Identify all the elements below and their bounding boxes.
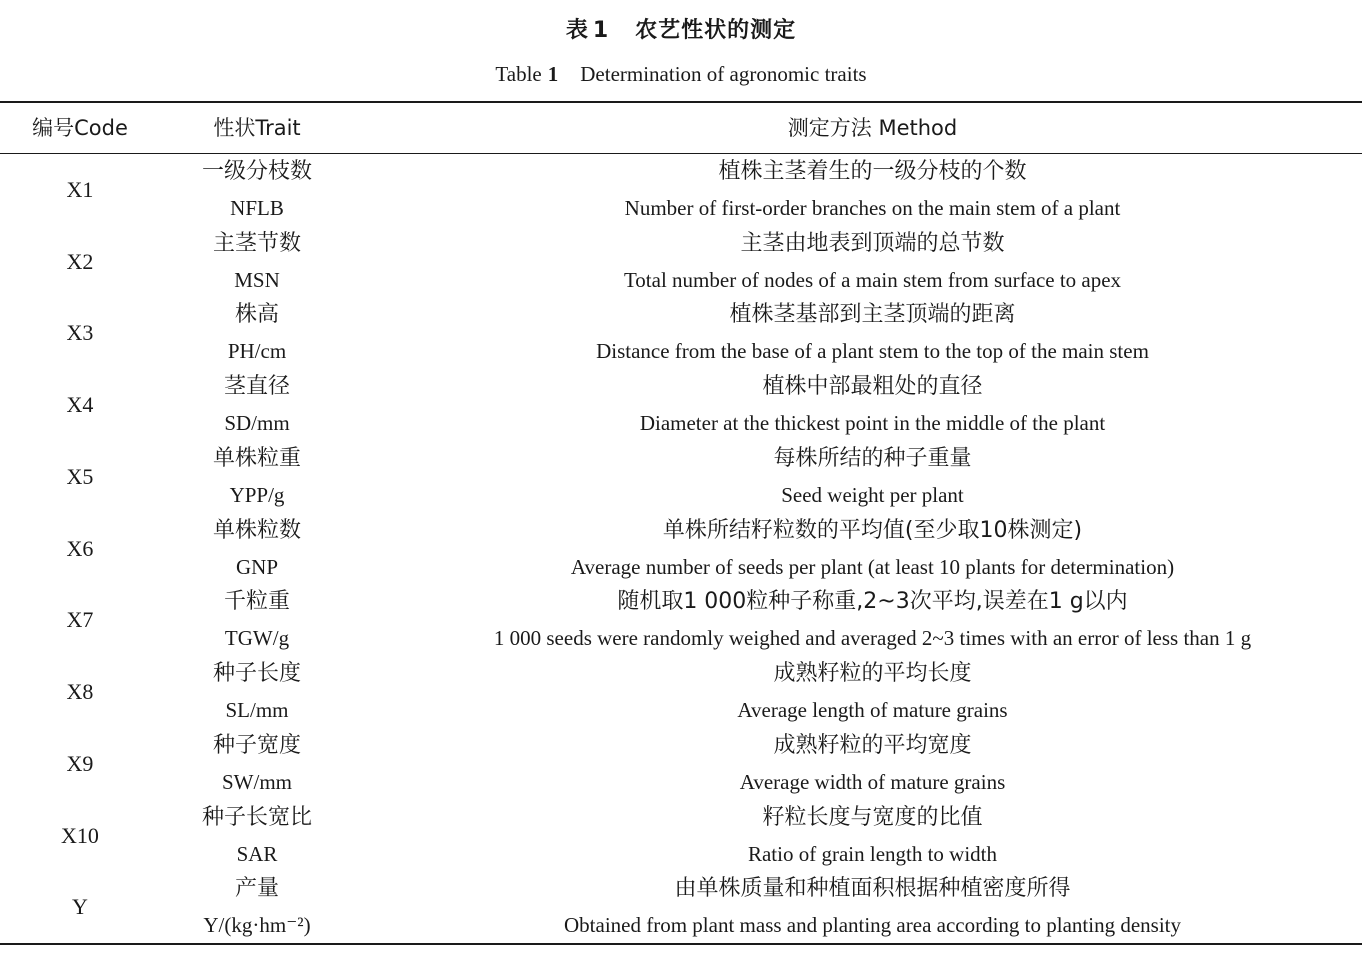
row-trait-en: SL/mm — [225, 698, 289, 722]
row-method-cn: 植株中部最粗处的直径 — [762, 374, 983, 399]
row-code: X5 — [66, 464, 94, 489]
row-code: X9 — [66, 751, 94, 776]
caption-cn-title: 农艺性状的测定 — [635, 18, 797, 43]
row-trait-cn: 种子长度 — [212, 661, 301, 686]
table-row — [0, 656, 1362, 728]
row-method-en: Average number of seeds per plant (at least 10 plants for determination) — [570, 555, 1175, 579]
table-row — [0, 154, 1362, 226]
table-row — [0, 871, 1362, 943]
row-method-cn: 植株主茎着生的一级分枝的个数 — [718, 159, 1027, 184]
row-method-cn: 成熟籽粒的平均宽度 — [773, 733, 972, 758]
header-method: 测定方法 Method — [787, 116, 958, 140]
header-code: 编号Code — [32, 116, 128, 140]
table-header — [0, 103, 1362, 153]
row-code: X3 — [66, 320, 94, 345]
row-trait-en: TGW/g — [224, 626, 290, 650]
row-trait-en: SAR — [236, 842, 278, 866]
row-method-en: Average length of mature grains — [737, 698, 1008, 722]
row-trait-cn: 单株粒数 — [212, 518, 301, 543]
row-trait-cn: 株高 — [234, 302, 279, 327]
row-trait-cn: 种子长宽比 — [201, 805, 312, 830]
row-code: X8 — [66, 679, 94, 704]
row-trait-en: PH/cm — [227, 339, 287, 363]
row-trait-en: GNP — [235, 555, 278, 579]
row-trait-cn: 茎直径 — [223, 374, 290, 399]
row-method-cn: 成熟籽粒的平均长度 — [773, 661, 972, 686]
row-code: X10 — [61, 823, 99, 848]
row-method-en: Average width of mature grains — [739, 770, 1006, 794]
row-trait-cn: 一级分枝数 — [201, 159, 312, 184]
row-trait-cn: 单株粒重 — [212, 446, 301, 471]
caption-en-label: Table — [495, 62, 542, 86]
row-trait-cn: 主茎节数 — [212, 231, 301, 256]
row-trait-cn: 产量 — [234, 876, 279, 901]
row-method-en: Ratio of grain length to width — [747, 842, 998, 866]
row-method-cn: 每株所结的种子重量 — [773, 446, 972, 471]
row-code: X6 — [66, 536, 94, 561]
table-body — [0, 154, 1362, 943]
row-code: X2 — [66, 249, 94, 274]
row-method-en: Distance from the base of a plant stem to the top of the main stem — [596, 339, 1149, 363]
table-row — [0, 369, 1362, 441]
table-caption-cn — [0, 14, 1362, 48]
caption-cn-label: 表 — [565, 18, 589, 43]
row-trait-en: SD/mm — [224, 411, 290, 435]
caption-en-title: Determination of agronomic traits — [580, 62, 867, 86]
row-trait-en: NFLB — [230, 196, 284, 220]
table-row — [0, 297, 1362, 369]
row-method-cn: 籽粒长度与宽度的比值 — [762, 805, 983, 830]
row-method-en: Diameter at the thickest point in the middle of the plant — [639, 411, 1106, 435]
row-trait-cn: 千粒重 — [223, 589, 290, 614]
row-method-en: Total number of nodes of a main stem from surface to apex — [623, 268, 1122, 292]
row-trait-en: YPP/g — [229, 483, 285, 507]
row-trait-en: SW/mm — [221, 770, 292, 794]
row-code: X7 — [66, 607, 94, 632]
row-code: X1 — [66, 177, 94, 202]
table-caption-en — [0, 58, 1362, 90]
table-row — [0, 584, 1362, 656]
table-bottom-rule — [0, 943, 1362, 945]
row-method-en: Number of first-order branches on the main stem of a plant — [624, 196, 1121, 220]
row-trait-cn: 种子宽度 — [212, 733, 301, 758]
row-method-cn: 随机取1 000粒种子称重,2~3次平均,误差在1 g以内 — [617, 589, 1128, 614]
row-method-en: Obtained from plant mass and planting area according to planting density — [564, 913, 1181, 937]
row-method-en: 1 000 seeds were randomly weighed and averaged 2~3 times with an error of less than 1 g — [493, 626, 1252, 650]
row-method-en: Seed weight per plant — [781, 483, 964, 507]
table-row — [0, 513, 1362, 585]
caption-en-number: 1 — [547, 62, 559, 86]
row-method-cn: 主茎由地表到顶端的总节数 — [740, 231, 1005, 256]
table-row — [0, 728, 1362, 800]
caption-cn-number: 1 — [592, 18, 610, 43]
row-code: Y — [72, 894, 88, 919]
row-method-cn: 单株所结籽粒数的平均值(至少取10株测定) — [662, 518, 1083, 543]
table-row — [0, 441, 1362, 513]
row-trait-en: MSN — [234, 268, 280, 292]
row-trait-en: Y/(kg·hm⁻²) — [203, 913, 311, 937]
row-method-cn: 由单株质量和种植面积根据种植密度所得 — [674, 876, 1071, 901]
table-row — [0, 800, 1362, 872]
table-row — [0, 226, 1362, 298]
row-method-cn: 植株茎基部到主茎顶端的距离 — [729, 302, 1016, 327]
row-code: X4 — [66, 392, 94, 417]
header-trait: 性状Trait — [213, 116, 301, 140]
